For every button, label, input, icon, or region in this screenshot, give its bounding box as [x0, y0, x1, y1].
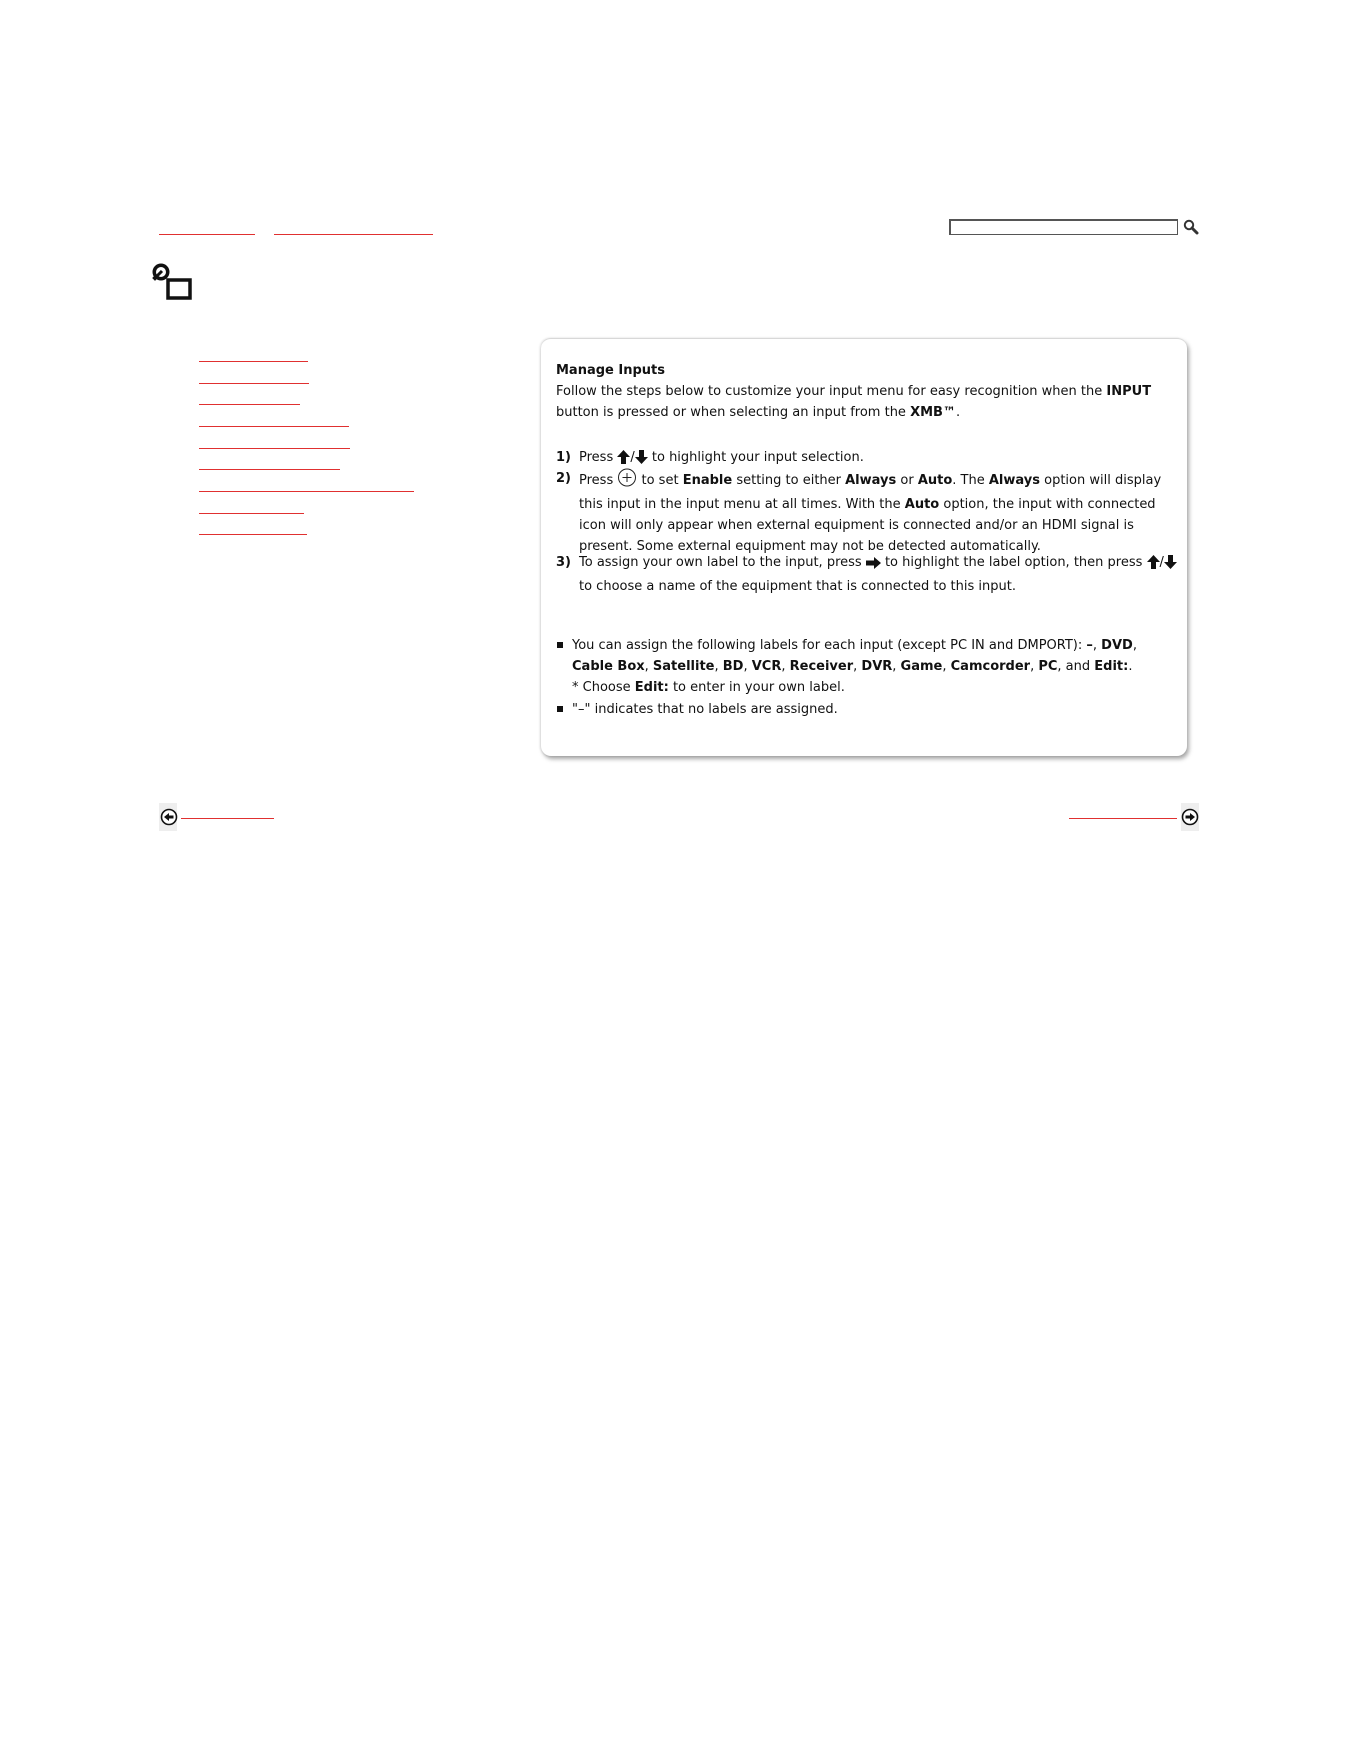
next-page-button[interactable]	[1181, 803, 1199, 831]
search-button[interactable]	[1183, 219, 1199, 235]
sidebar-link-2[interactable]	[199, 383, 309, 384]
arrow-up-icon	[1147, 555, 1160, 569]
arrow-right-circle-icon	[1181, 808, 1199, 826]
sidebar-link-7[interactable]	[199, 491, 414, 492]
bullet-square-icon	[557, 706, 563, 712]
arrow-right-icon	[866, 557, 881, 569]
sidebar-link-5[interactable]	[199, 448, 350, 449]
wrench-screen-icon	[150, 262, 198, 304]
settings-category-icon	[150, 262, 198, 304]
breadcrumb-link-1[interactable]	[159, 234, 255, 235]
content-panel: Manage Inputs Follow the steps below to customize your input menu for easy recognition when the INPUT button is pressed or when selecting an input from the XMB™. 1) Press / to highlight your input selection. 2) Press to set Enable setting to either Always or Auto. The Always option will display this input in the input menu at all times. With the Auto option, the input with connected icon will only appear when external equipment is connected and/or an HDMI signal is present. Some external equipment may not be detected automatically. 3) To assign your own label to the input, press to highlight the label option, then press / to choose a name of the equipment that is connected to this input. You can assign the following labels for each input (except PC IN and DMPORT): –, DVD, Cable Box, Satellite, BD, VCR, Receiver, DVR, Game, Camcorder, PC, and Edit:. * Choose Edit: to enter in your own label. "–" indicates that no labels are assigned.	[541, 338, 1187, 756]
arrow-left-circle-icon	[160, 808, 178, 826]
sidebar-link-3[interactable]	[199, 404, 300, 405]
prev-page-button[interactable]	[159, 803, 177, 831]
sidebar-link-9[interactable]	[199, 534, 307, 535]
arrow-up-icon	[617, 450, 630, 464]
search-input[interactable]	[949, 219, 1178, 235]
section-heading: Manage Inputs	[556, 363, 665, 378]
intro-text: Follow the steps below to customize your input menu for easy recognition when the INPUT button is pressed or when selecting an input from the XMB™.	[556, 384, 1152, 420]
magnifier-icon	[1183, 219, 1199, 235]
sidebar-link-8[interactable]	[199, 513, 304, 514]
sidebar-link-4[interactable]	[199, 426, 349, 427]
bullet-square-icon	[557, 642, 563, 648]
sidebar-link-6[interactable]	[199, 469, 340, 470]
arrow-down-icon	[635, 450, 648, 464]
prev-page-link[interactable]	[181, 818, 274, 819]
sidebar-link-1[interactable]	[199, 361, 308, 362]
arrow-down-icon	[1164, 555, 1177, 569]
plus-circle-icon	[617, 468, 637, 487]
next-page-link[interactable]	[1069, 818, 1177, 819]
breadcrumb-link-2[interactable]	[274, 234, 433, 235]
